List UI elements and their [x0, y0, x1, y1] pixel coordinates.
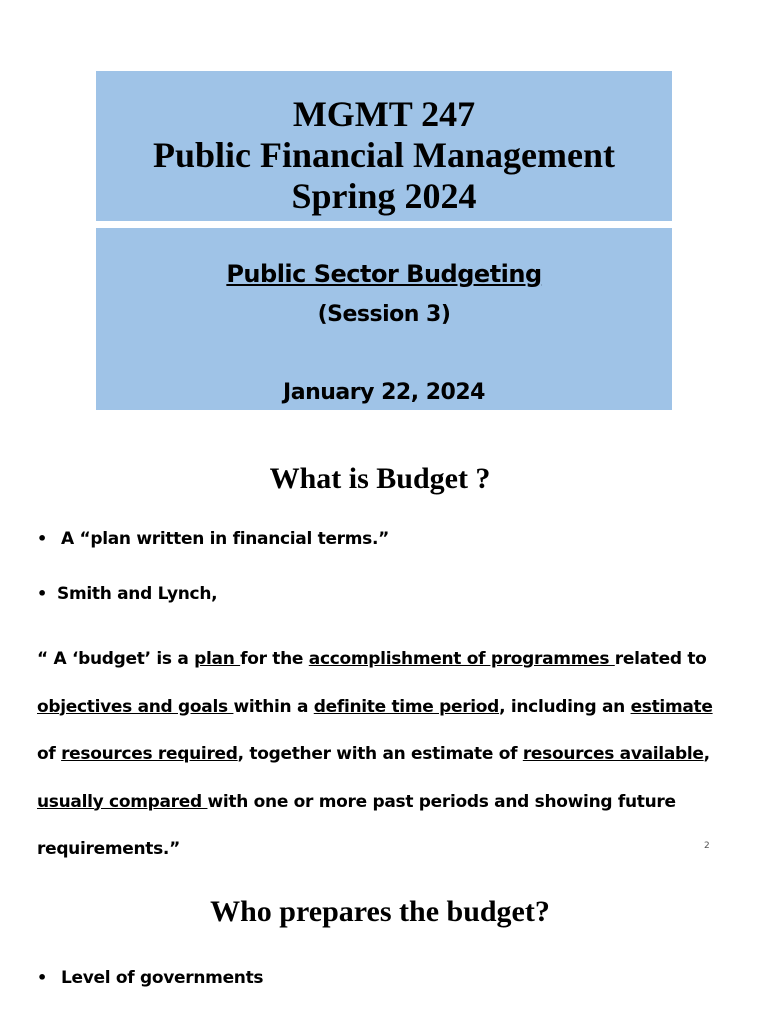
course-code: MGMT 247 — [292, 94, 476, 134]
quote-text: with one or more past periods and showing future requirements.” — [37, 791, 676, 859]
bullet-icon: • — [37, 968, 47, 987]
course-name: Public Financial Management — [153, 135, 615, 175]
budget-definition-quote — [37, 636, 727, 874]
course-title — [96, 94, 672, 217]
list-item — [37, 968, 263, 988]
list-item-text: A “plan written in financial terms.” — [61, 529, 390, 549]
list-item-text: Smith and Lynch, — [57, 584, 218, 604]
quote-text: , including an — [499, 696, 631, 717]
quote-text: of — [37, 744, 62, 764]
subtitle-box — [96, 228, 672, 410]
quote-emphasis: objectives and goals — [37, 696, 234, 717]
quote-emphasis: estimate — [630, 696, 713, 717]
quote-emphasis: accomplishment of programmes — [308, 649, 615, 669]
quote-emphasis: plan — [194, 649, 241, 669]
section-heading-who-prepares: Who prepares the budget? — [210, 895, 550, 928]
topic-title: Public Sector Budgeting — [226, 260, 542, 288]
list-item-text: Level of governments — [61, 968, 264, 988]
section-heading-what-is-budget: What is Budget ? — [269, 462, 491, 495]
quote-emphasis: definite time period — [313, 696, 500, 717]
quote-emphasis: resources required — [61, 744, 238, 764]
bullet-icon: • — [37, 529, 47, 548]
list-item — [37, 584, 217, 604]
quote-text: , — [703, 744, 710, 764]
session-date: January 22, 2024 — [283, 380, 485, 405]
bullet-icon: • — [37, 584, 47, 603]
quote-text: , together with an estimate of — [237, 744, 523, 764]
course-term: Spring 2024 — [291, 176, 477, 216]
quote-text: within a — [233, 696, 314, 717]
quote-emphasis: usually compared — [37, 791, 208, 812]
quote-text: related to — [614, 649, 707, 669]
title-box — [96, 71, 672, 221]
session-label: (Session 3) — [317, 302, 451, 327]
list-item — [37, 529, 389, 549]
quote-text: “ A ‘budget’ is a — [37, 649, 195, 669]
page-number: 2 — [704, 841, 710, 851]
quote-text: for the — [240, 649, 309, 669]
quote-emphasis: resources available — [522, 744, 704, 764]
